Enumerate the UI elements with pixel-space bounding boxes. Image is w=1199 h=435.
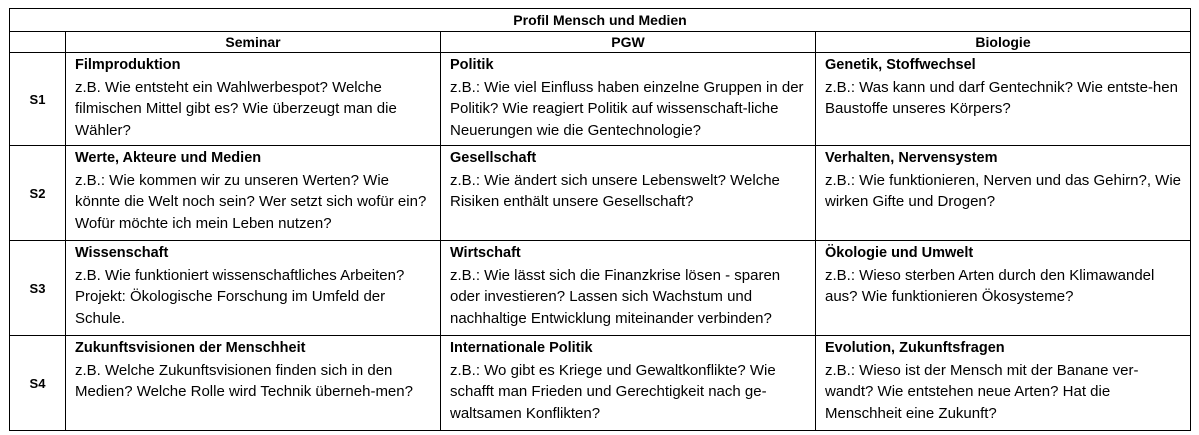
table-row [10,53,1191,146]
semester-label: S2 [10,146,66,241]
course-description: z.B.: Wieso ist der Mensch mit der Banane ver-wandt? Wie entstehen neue Arten? Hat die Menschheit eine Zukunft? [825,361,1139,422]
course-cell [66,241,441,336]
course-topic: Internationale Politik [450,340,593,356]
course-description: z.B. Wie funktioniert wissenschaftliches Arbeiten? Projekt: Ökologische Forschung im Umfeld der Schule. [75,266,405,327]
course-topic: Politik [450,57,494,73]
table-row [10,146,1191,241]
column-header-pgw: PGW [441,32,816,53]
course-cell [816,53,1191,146]
course-description: z.B.: Wie kommen wir zu unseren Werten? Wie könnte die Welt noch sein? Wer setzt sich wofür ein? Wofür möchte ich mein Leben nutzen? [75,171,427,232]
table-title: Profil Mensch und Medien [10,9,1191,32]
course-cell [66,53,441,146]
column-header-seminar: Seminar [66,32,441,53]
course-description: z.B. Welche Zukunftsvisionen finden sich in den Medien? Welche Rolle wird Technik überneh-men? [75,361,413,400]
course-description: z.B.: Wie viel Einfluss haben einzelne Gruppen in der Politik? Wie reagiert Politik auf wissenschaft-liche Neuerungen wie die Gentechnologie? [450,78,804,139]
course-topic: Genetik, Stoffwechsel [825,57,976,73]
course-cell [816,241,1191,336]
profile-table [9,8,1191,431]
course-cell [441,336,816,431]
course-topic: Wissenschaft [75,245,169,261]
course-description: z.B.: Wie lässt sich die Finanzkrise lösen - sparen oder investieren? Lassen sich Wachstum und nachhaltige Entwicklung miteinander verbinden? [450,266,781,327]
course-description: z.B.: Was kann und darf Gentechnik? Wie entste-hen Baustoffe unseres Körpers? [825,78,1178,117]
header-row [10,32,1191,53]
semester-label: S3 [10,241,66,336]
corner-cell [10,32,66,53]
course-cell [816,336,1191,431]
course-description: z.B.: Wie funktionieren, Nerven und das Gehirn?, Wie wirken Gifte und Drogen? [825,171,1182,210]
course-description: z.B. Wie entsteht ein Wahlwerbespot? Welche filmischen Mittel gibt es? Wie überzeugt man die Wähler? [75,78,397,139]
table-row [10,336,1191,431]
course-topic: Zukunftsvisionen der Menschheit [75,340,306,356]
course-topic: Werte, Akteure und Medien [75,150,262,166]
semester-label: S4 [10,336,66,431]
semester-label: S1 [10,53,66,146]
course-cell [66,146,441,241]
course-topic: Verhalten, Nervensystem [825,150,998,166]
title-row [10,9,1191,32]
course-topic: Gesellschaft [450,150,537,166]
course-description: z.B.: Wieso sterben Arten durch den Klimawandel aus? Wie funktionieren Ökosysteme? [825,266,1155,305]
course-cell [816,146,1191,241]
course-topic: Filmproduktion [75,57,181,73]
course-cell [441,53,816,146]
course-topic: Evolution, Zukunftsfragen [825,340,1005,356]
course-cell [441,146,816,241]
course-description: z.B.: Wie ändert sich unsere Lebenswelt? Welche Risiken enthält unsere Gesellschaft? [450,171,780,210]
column-header-biologie: Biologie [816,32,1191,53]
course-description: z.B.: Wo gibt es Kriege und Gewaltkonflikte? Wie schafft man Frieden und Gerechtigkeit nach ge-waltsamen Konflikten? [450,361,776,422]
course-topic: Ökologie und Umwelt [825,245,974,261]
course-topic: Wirtschaft [450,245,521,261]
course-cell [66,336,441,431]
table-row [10,241,1191,336]
course-cell [441,241,816,336]
